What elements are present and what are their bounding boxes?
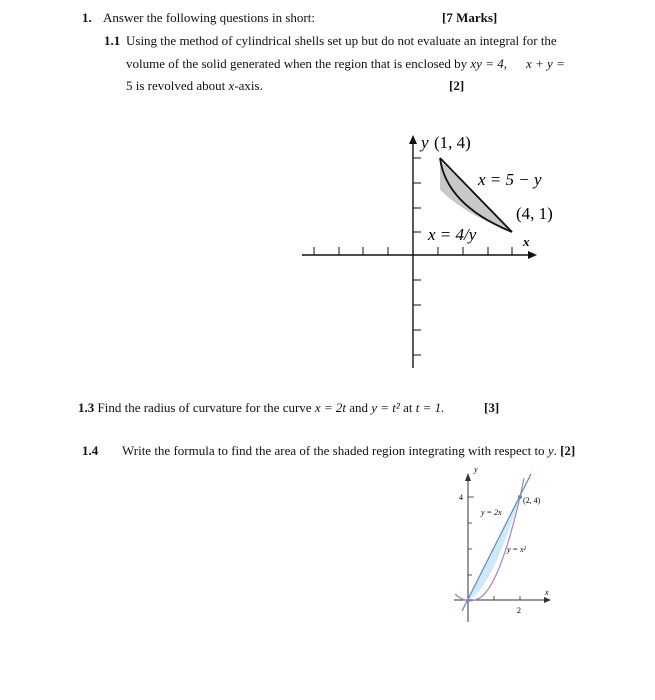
x-axis-2-arrow: [544, 597, 551, 603]
question-1-1-marks: [2]: [449, 78, 465, 93]
figure-1-y-label: y: [421, 133, 429, 152]
figure-1-point-right: (4, 1): [516, 204, 553, 223]
figure-1-curve-label: x = 4/y: [428, 225, 477, 244]
question-1-number: 1.: [82, 10, 92, 25]
question-1-1-number: 1.1: [104, 33, 121, 48]
figure-2-y-label: y: [474, 465, 478, 474]
question-1-3-and: and: [345, 400, 372, 415]
line3-text: 5 is revolved about: [126, 78, 229, 93]
question-1-3-marks: [3]: [484, 400, 500, 415]
equation-x-2t: x = 2t: [314, 400, 346, 415]
figure-1-x-label: x: [523, 234, 530, 249]
question-1-4-end: .: [553, 443, 557, 458]
line2-text: volume of the solid generated when the region that is enclosed by: [126, 56, 471, 71]
figure-2-curve-label: y = x²: [507, 545, 526, 554]
question-1-1-line1: Using the method of cylindrical shells set up but do not evaluate an integral for the: [126, 33, 557, 48]
figure-2-x-label: x: [545, 588, 549, 597]
figure-2-point-label: (2, 4): [523, 496, 541, 505]
question-1-4-number: 1.4: [82, 443, 99, 458]
question-1-4-prompt: Write the formula to find the area of the shaded region integrating with respect to: [122, 443, 548, 458]
curve-y-x2: [455, 478, 524, 601]
question-1-3-at: at: [399, 400, 416, 415]
equation-xy: xy = 4,: [470, 56, 507, 71]
question-1-marks: [7 Marks]: [442, 10, 498, 25]
equation-t-1: t = 1.: [415, 400, 445, 415]
figure-2-tick-y: 4: [459, 493, 463, 502]
figure-1-line-label: x = 5 − y: [478, 170, 542, 189]
question-1-4-marks: [2]: [560, 443, 576, 458]
question-1-4-var: y: [547, 443, 554, 458]
figure-2-tick-x: 2: [517, 606, 521, 615]
equation-y-t2: y = t²: [371, 400, 400, 415]
question-1-prompt: Answer the following questions in short:: [103, 10, 315, 25]
y-axis-2-arrow: [465, 473, 471, 481]
line3-end: -axis.: [234, 78, 263, 93]
question-1-3-number: 1.3: [78, 400, 95, 415]
figure-2-line-label: y = 2x: [481, 508, 502, 517]
question-1-3-text: Find the radius of curvature for the curve: [97, 400, 315, 415]
intersection-point: [518, 495, 522, 499]
figure-1-point-top: (1, 4): [434, 133, 471, 152]
equation-x-plus-y: x + y =: [526, 56, 565, 71]
axis-name: x: [228, 78, 235, 93]
